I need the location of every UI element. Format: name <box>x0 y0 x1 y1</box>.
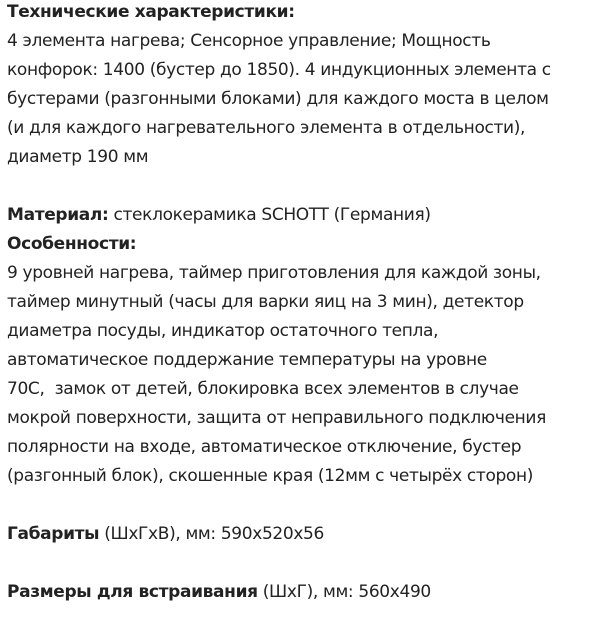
dimensions-row <box>7 520 605 549</box>
features-line: таймер минутный (часы для варки яиц на 3 мин), детектор <box>7 292 524 312</box>
spacer <box>7 549 605 578</box>
features-line: 70С, замок от детей, блокировка всех элементов в случае <box>7 379 519 399</box>
material-label: Материал: <box>7 205 109 225</box>
specs-heading: Технические характеристики: <box>7 2 295 22</box>
features-line: диаметра посуды, индикатор остаточного тепла, <box>7 321 439 341</box>
spacer <box>7 172 605 201</box>
specs-line: диаметр 190 мм <box>7 147 149 167</box>
builtin-row <box>7 578 605 607</box>
builtin-value: (ШхГ), мм: 560x490 <box>257 582 431 602</box>
builtin-label: Размеры для встраивания <box>7 582 258 602</box>
material-value: стеклокерамика SCHOTT (Германия) <box>108 205 431 225</box>
features-line: автоматическое поддержание температуры на уровне <box>7 350 487 370</box>
specs-line: конфорок: 1400 (бустер до 1850). 4 индукционных элемента с <box>7 60 551 80</box>
features-line: (разгонный блок), скошенные края (12мм с четырёх сторон) <box>7 466 534 486</box>
features-heading: Особенности: <box>7 234 137 254</box>
dimensions-value: (ШхГхВ), мм: 590x520x56 <box>99 524 324 544</box>
dimensions-label: Габариты <box>7 524 100 544</box>
material-row <box>7 201 605 230</box>
features-line: полярности на входе, автоматическое отключение, бустер <box>7 437 522 457</box>
specs-line: бустерами (разгонными блоками) для каждого моста в целом <box>7 89 549 109</box>
product-spec-document <box>7 0 605 607</box>
features-line: 9 уровней нагрева, таймер приготовления для каждой зоны, <box>7 263 541 283</box>
features-line: мокрой поверхности, защита от неправильного подключения <box>7 408 547 428</box>
spacer <box>7 491 605 520</box>
specs-line: 4 элемента нагрева; Сенсорное управление; Мощность <box>7 31 491 51</box>
specs-line: (и для каждого нагревательного элемента в отдельности), <box>7 118 526 138</box>
